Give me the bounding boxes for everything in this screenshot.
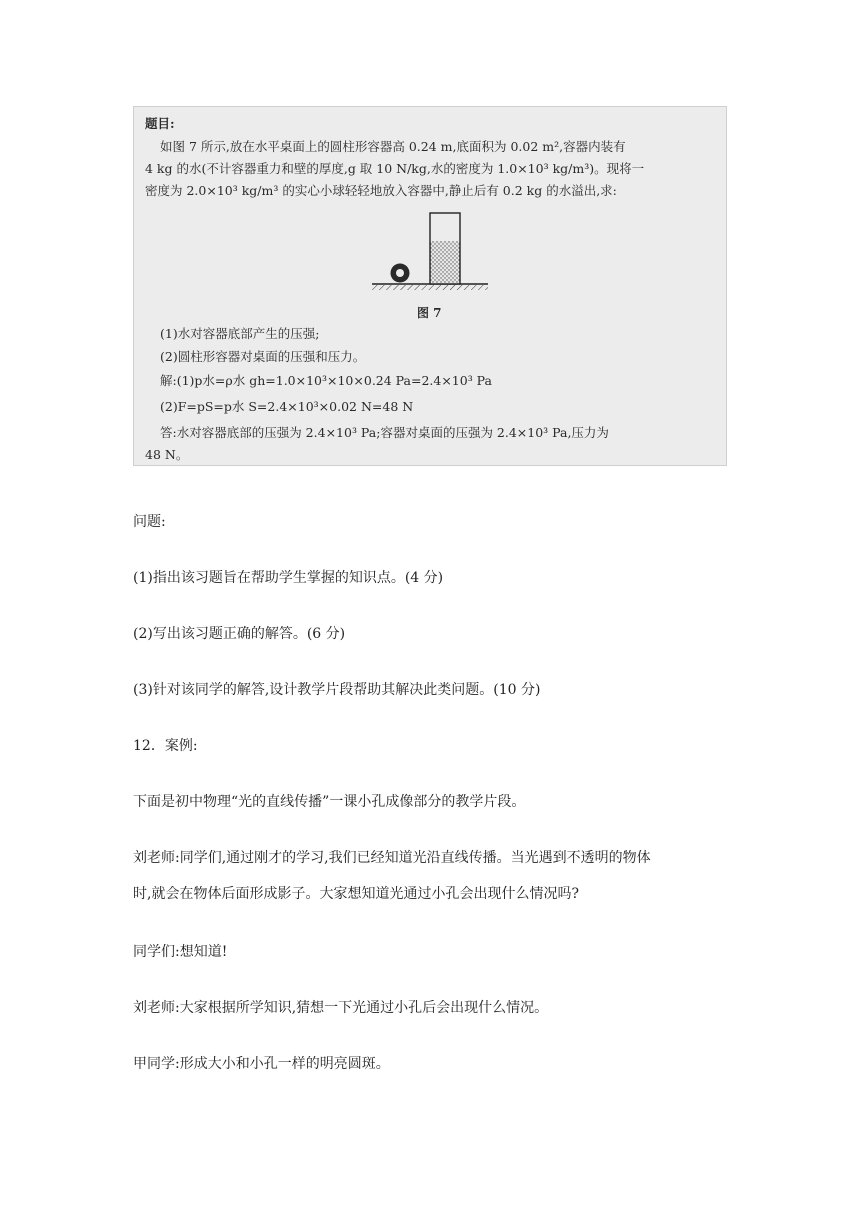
question-line-1: (1)水对容器底部产生的压强; [160,326,320,341]
case-heading: 12．案例: [133,738,198,754]
problem-heading: 题目: [145,116,175,131]
problem-statement-line-3: 密度为 2.0×10³ kg/m³ 的实心小球轻轻地放入容器中,静止后有 0.2 kg 的水溢出,求: [145,183,617,198]
water [430,241,460,284]
problem-scan-image [133,106,727,466]
problem-statement-line-1: 如图 7 所示,放在水平桌面上的圆柱形容器高 0.24 m,底面积为 0.02 m²,容器内装有 [160,139,626,154]
figure-caption: 图 7 [417,306,442,320]
figure-7-diagram [370,207,490,307]
case-intro: 下面是初中物理“光的直线传播”一课小孔成像部分的教学片段。 [133,794,526,810]
questions-heading: 问题: [133,514,166,530]
answer-line-1: 答:水对容器底部的压强为 2.4×10³ Pa;容器对桌面的压强为 2.4×10³ Pa,压力为 [160,425,609,440]
question-item-3: (3)针对该同学的解答,设计教学片段帮助其解决此类问题。(10 分) [133,682,541,698]
question-line-2: (2)圆柱形容器对桌面的压强和压力。 [160,349,366,364]
dialogue-student-a: 甲同学:形成大小和小孔一样的明亮圆斑。 [133,1056,390,1072]
solution-line-2: (2)F=pS=p水 S=2.4×10³×0.02 N=48 N [160,399,414,414]
problem-statement-line-2: 4 kg 的水(不计容器重力和壁的厚度,g 取 10 N/kg,水的密度为 1.0×10³ kg/m³)。现将一 [145,161,645,176]
ball-center [396,269,404,277]
question-item-2: (2)写出该习题正确的解答。(6 分) [133,626,346,642]
dialogue-teacher-1-line-2: 时,就会在物体后面形成影子。大家想知道光通过小孔会出现什么情况吗? [133,886,579,902]
question-item-1: (1)指出该习题旨在帮助学生掌握的知识点。(4 分) [133,570,444,586]
dialogue-students: 同学们:想知道! [133,944,228,960]
answer-line-2: 48 N。 [145,447,189,462]
dialogue-teacher-1-line-1: 刘老师:同学们,通过刚才的学习,我们已经知道光沿直线传播。当光遇到不透明的物体 [133,850,651,866]
solution-line-1: 解:(1)p水=ρ水 gh=1.0×10³×10×0.24 Pa=2.4×10³ Pa [160,373,492,388]
table-hatching [372,285,488,290]
dialogue-teacher-2: 刘老师:大家根据所学知识,猜想一下光通过小孔后会出现什么情况。 [133,1000,549,1016]
